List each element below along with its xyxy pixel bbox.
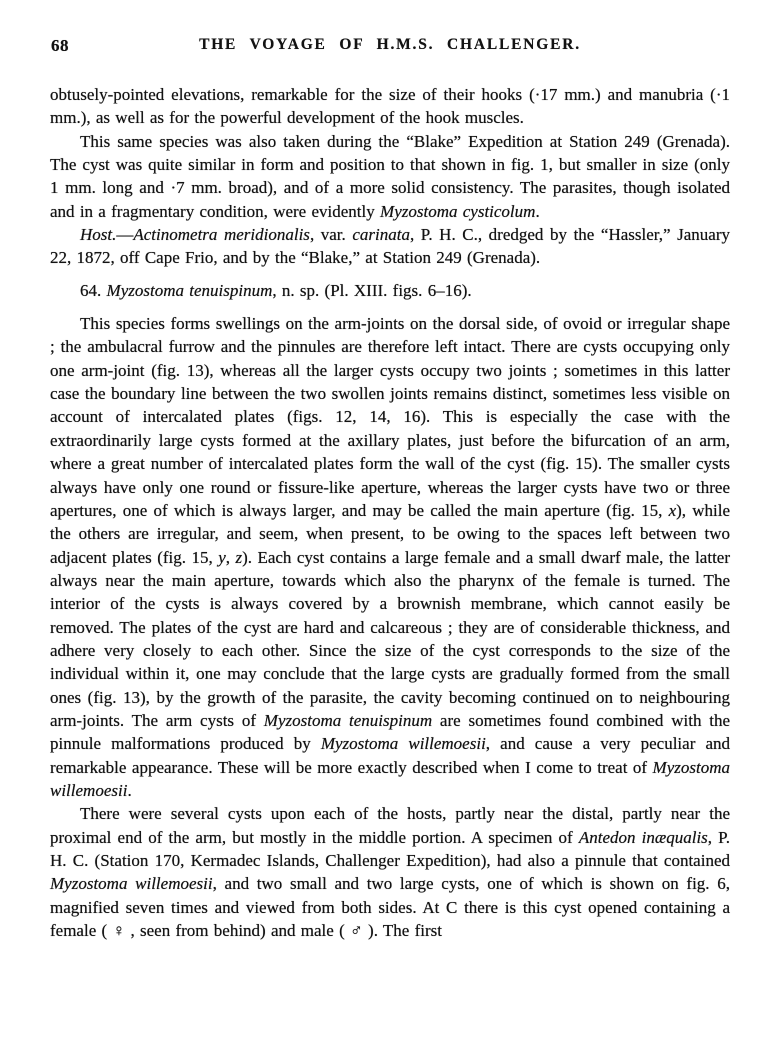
italic-text: Myzostoma tenuispinum [263, 710, 433, 730]
paragraph: obtusely-pointed elevations, remarkable for the size of their hooks (·17 mm.) and manubria (·1 mm.), as well as for the powerful development of the hook muscles. [50, 85, 730, 128]
paragraph: This same species was also taken during the “Blake” Expedition at Station 249 (Grenada). The cyst was quite similar in form and position to that shown in fig. 1, but smaller in size (only 1 mm. long and ·7 mm. broad), and of a more solid consistency. The parasites, though isolated and in a fragmentary condition, were evidently Myzostoma cysticolum. [50, 131, 730, 221]
text-block [50, 83, 730, 942]
running-title: THE VOYAGE OF H.M.S. CHALLENGER. [199, 36, 581, 53]
italic-text: x [668, 500, 677, 520]
italic-text: carinata [352, 225, 410, 245]
paragraph: This species forms swellings on the arm-joints on the dorsal side, of ovoid or irregular shape ; the ambulacral furrow and the pinnules are therefore left intact. There are cysts occupying only one arm-joint (fig. 13), whereas all the larger cysts occupy two joints ; sometimes in this latter case the boundary line between the two swollen joints remains distinct, sometimes less visible on account of intercalated plates (figs. 12, 14, 16). This is especially the case with the extraordinarily large cysts formed at the axillary plates, just before the bifurcation of an arm, where a great number of intercalated plates form the wall of the cyst (fig. 15). The smaller cysts always have only one round or fissure-like aperture, whereas the larger cysts have two or three apertures, one of which is always larger, and may be called the main aperture (fig. 15, x), while the others are irregular, and seem, when present, to be owing to the spaces left between two adjacent plates (fig. 15, y, z). Each cyst contains a large female and a small dwarf male, the latter always near the main aperture, towards which also the pharynx of the female is turned. The interior of the cysts is always covered by a brownish membrane, which cannot easily be removed. The plates of the cyst are hard and calcareous ; they are of considerable thickness, and adhere very closely to each other. Since the size of the cyst corresponds to the size of the individual within it, one may conclude that the large cysts are gradually formed from the small ones (fig. 13), by the growth of the parasite, the cavity becoming continued on to neighbouring arm-joints. The arm cysts of Myzostoma tenuispinum are sometimes found combined with the pinnule malformations produced by Myzostoma willemoesii, and cause a very peculiar and remarkable appearance. These will be more exactly described when I come to treat of Myzostoma willemoesii. [50, 314, 731, 800]
page-number: 68 [51, 36, 69, 55]
italic-text: Actinometra meridionalis [133, 225, 310, 245]
italic-text: Host. [80, 225, 117, 245]
italic-text: z [235, 547, 243, 567]
italic-text: Myzostoma willemoesii [320, 734, 486, 754]
italic-text: Myzostoma cysticolum [380, 201, 536, 221]
italic-text: Myzostoma tenuispinum [106, 280, 273, 300]
italic-text: Myzostoma willemoesii [50, 874, 213, 894]
section-heading: 64. Myzostoma tenuispinum, n. sp. (Pl. XIII. figs. 6–16). [80, 280, 472, 300]
italic-text: Myzostoma willemoesii [50, 757, 730, 800]
italic-text: y [218, 547, 226, 567]
paragraph: Host.—Actinometra meridionalis, var. carinata, P. H. C., dredged by the “Hassler,” January 22, 1872, off Cape Frio, and by the “Blake,” at Station 249 (Grenada). [50, 225, 730, 268]
italic-text: Antedon inæqualis [578, 827, 708, 847]
page-header [50, 36, 730, 56]
paragraph: There were several cysts upon each of the hosts, partly near the distal, partly near the proximal end of the arm, but mostly in the middle portion. A specimen of Antedon inæqualis, P. H. C. (Station 170, Kermadec Islands, Challenger Expedition), had also a pinnule that contained Myzostoma willemoesii, and two small and two large cysts, one of which is shown on fig. 6, magnified seven times and viewed from both sides. At C there is this cyst opened containing a female ( ♀ , seen from behind) and male ( ♂ ). The first [50, 804, 730, 941]
